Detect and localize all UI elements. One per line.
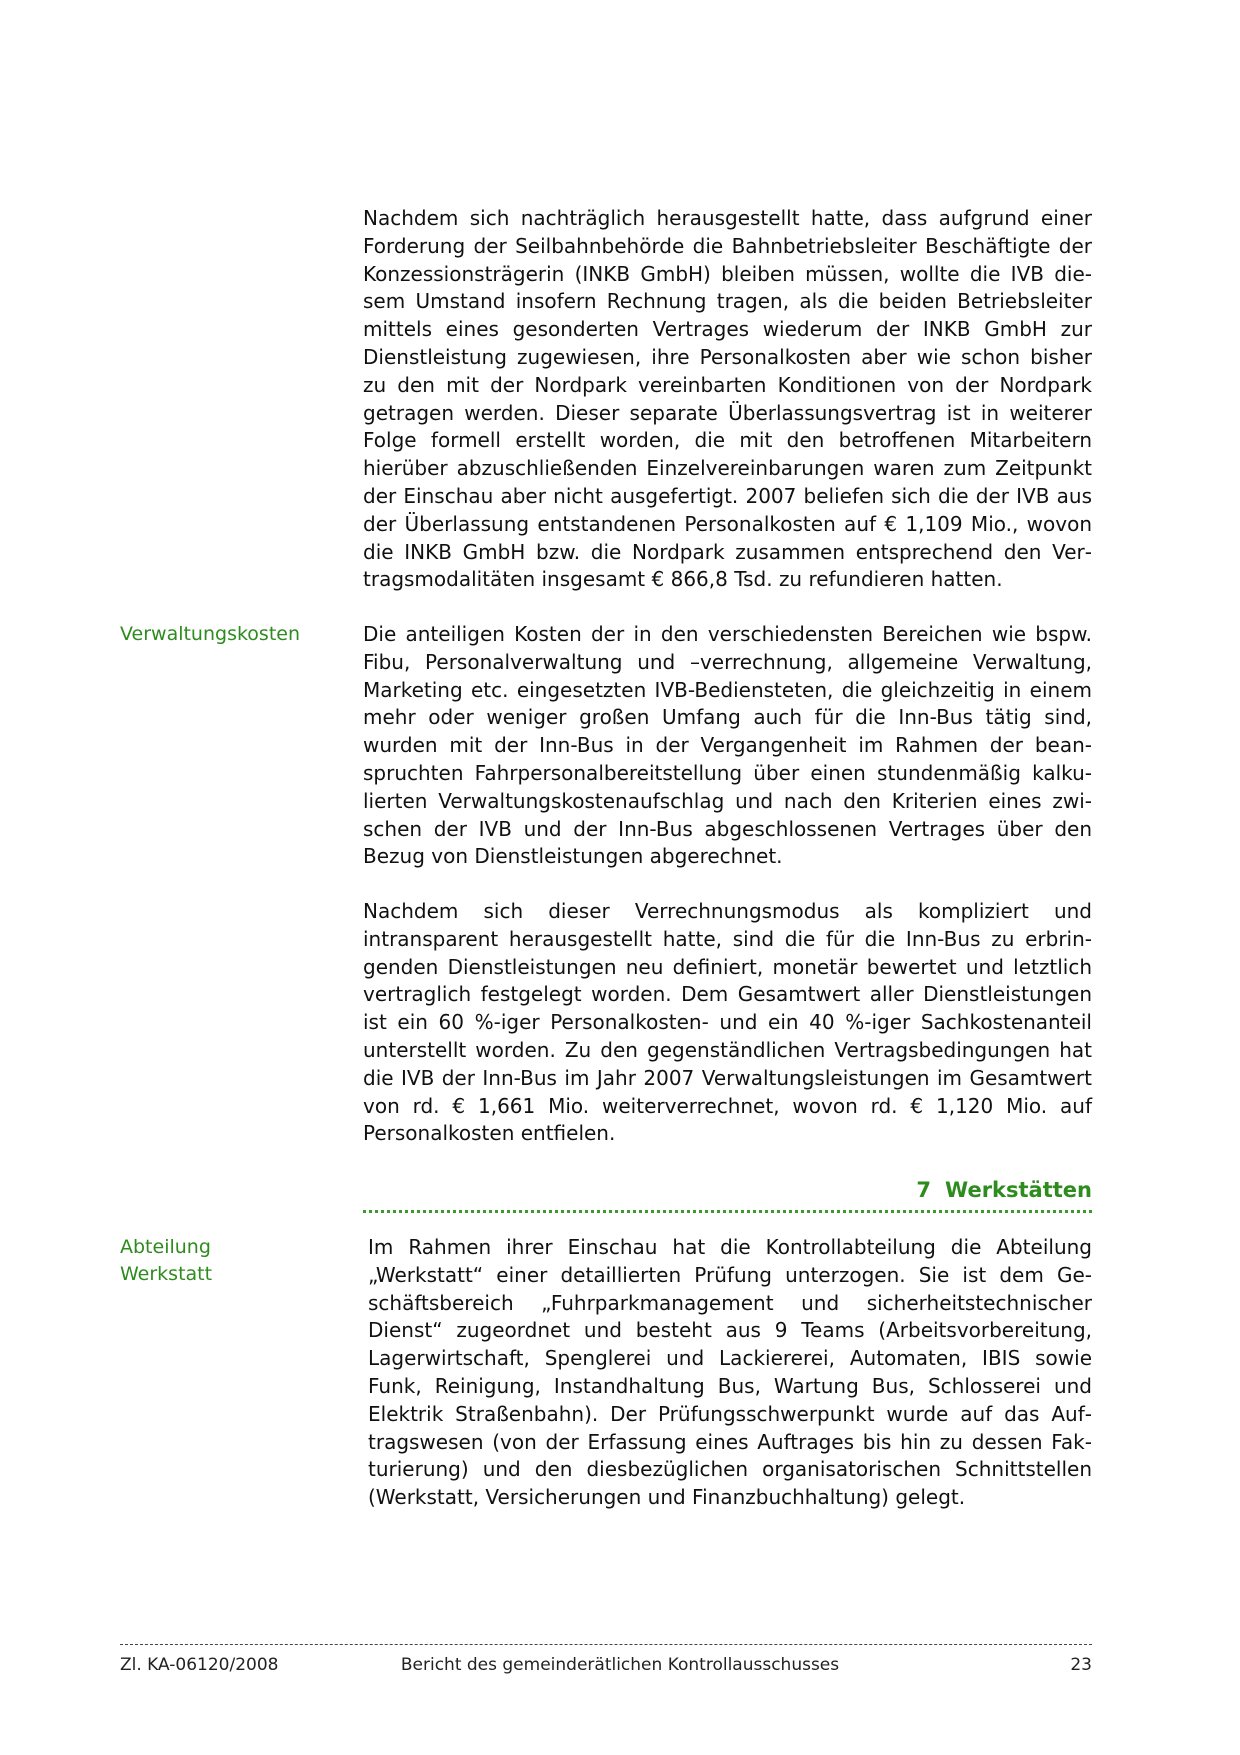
paragraph-verrechnungsmodus: Nachdem sich dieser Verrechnungsmodus als kompliziert und intransparent herausgestellt hatte, sind die für die Inn-Bus zu erbringenden Dienstleistungen neu definiert, monetär bewertet und letztlich vertraglich festgelegt worden. Dem Gesamtwert aller Dienstleistungen ist ein 60 %-iger Personalkosten- und ein 40 %-iger Sachkostenanteil unterstellt worden. Zu den gegenständlichen Vertragsbedingungen hat die IVB der Inn-Bus im Jahr 2007 Verwaltungsleistungen im Gesamtwert von rd. € 1,661 Mio. weiterverrechnet, wovon rd. € 1,120 Mio. auf Personalkosten entfielen. (363, 899, 1092, 1146)
paragraph-betriebsleiter-ueberlassung: Nachdem sich nachträglich herausgestellt hatte, dass aufgrund einer Forderung der Seilbahnbehörde die Bahnbetriebsleiter Beschäftigte der Konzessionsträgerin (INKB GmbH) bleiben müssen, wollte die IVB diesem Umstand insofern Rechnung tragen, als die beiden Betriebsleiter mittels eines gesonderten Vertrages wiederum der INKB GmbH zur Dienstleistung zugewiesen, ihre Personalkosten aber wie schon bisher zu den mit der Nordpark vereinbarten Konditionen von der Nordpark getragen werden. Dieser separate Überlassungsvertrag ist in weiterer Folge formell erstellt worden, die mit den betroffenen Mitarbeitern hierüber abzuschließenden Einzelvereinbarungen waren zum Zeitpunkt der Einschau aber nicht ausgefertigt. 2007 beliefen sich die der IVB aus der Überlassung entstandenen Personalkosten auf € 1,109 Mio., wovon die INKB GmbH bzw. die Nordpark zusammen entsprechend den Vertragsmodalitäten insgesamt € 866,8 Tsd. zu refundieren hatten. (363, 206, 1092, 592)
footer-reference: Zl. KA-06120/2008 (120, 1655, 279, 1675)
section-number: 7 (916, 1178, 932, 1202)
footer-page-number: 23 (1070, 1655, 1092, 1675)
paragraph-verwaltungskosten: Die anteiligen Kosten der in den verschiedensten Bereichen wie bspw. Fibu, Personalverwaltung und –verrechnung, allgemeine Verwaltung, Marketing etc. eingesetzten IVB-Bediensteten, die gleichzeitig in einem mehr oder weniger großen Umfang auch für die Inn-Bus tätig sind, wurden mit der Inn-Bus in der Vergangenheit im Rahmen der beanspruchten Fahrpersonalbereitstellung über einen stundenmäßig kalkulierten Verwaltungskostenaufschlag und nach den Kriterien eines zwischen der IVB und der Inn-Bus abgeschlossenen Vertrages über den Bezug von Dienstleistungen abgerechnet. (363, 622, 1092, 869)
paragraph-abteilung-werkstatt: Im Rahmen ihrer Einschau hat die Kontrollabteilung die Abteilung „Werkstatt“ einer detaillierten Prüfung unterzogen. Sie ist dem Geschäftsbereich „Fuhrparkmanagement und sicherheitstechnischer Dienst“ zugeordnet und besteht aus 9 Teams (Arbeitsvorbereitung, Lagerwirtschaft, Spenglerei und Lackiererei, Automaten, IBIS sowie Funk, Reinigung, Instandhaltung Bus, Wartung Bus, Schlosserei und Elektrik Straßenbahn). Der Prüfungsschwerpunkt wurde auf das Auftragswesen (von der Erfassung eines Auftrages bis hin zu dessen Fakturierung) und den diesbezüglichen organisatorischen Schnittstellen (Werkstatt, Versicherungen und Finanzbuchhaltung) gelegt. (368, 1235, 1092, 1510)
margin-note-abteilung-werkstatt (120, 1234, 320, 1288)
footer-title: Bericht des gemeinderätlichen Kontrollausschusses (400, 1655, 840, 1675)
section-divider (363, 1210, 1092, 1213)
footer-divider (120, 1644, 1092, 1645)
margin-note-line-1: Abteilung (120, 1236, 211, 1258)
margin-note-verwaltungskosten: Verwaltungskosten (120, 623, 301, 645)
section-heading-werkstaetten (363, 1176, 1092, 1204)
section-title: Werkstätten (945, 1178, 1092, 1202)
margin-note-line-2: Werkstatt (120, 1263, 213, 1285)
